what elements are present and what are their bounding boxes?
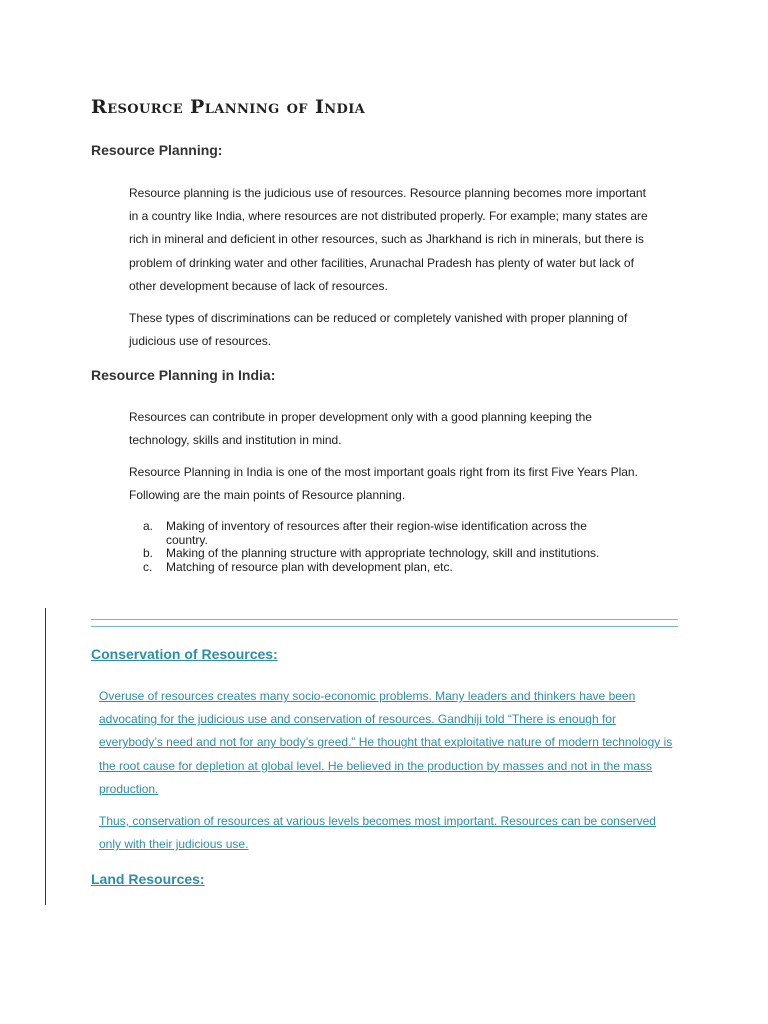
paragraph: Resource planning is the judicious use of resources. Resource planning becomes more important in a country like India, where resources are not distributed properly. For example; many states are rich in mineral and deficient in other resources, such as Jharkhand is rich in minerals, but there is problem of drinking water and other facilities, Arunachal Pradesh has plenty of water but lack of other development because of lack of resources. <box>129 186 648 293</box>
list-item-text: Matching of resource plan with development plan, etc. <box>166 559 453 574</box>
section-heading-conservation[interactable]: Conservation of Resources: <box>91 646 278 662</box>
list-item-text: Making of the planning structure with appropriate technology, skill and institutions. <box>166 546 600 560</box>
list-item <box>143 561 613 575</box>
linked-paragraph[interactable]: Thus, conservation of resources at various levels becomes most important. Resources can be conserved only with their judicious use. <box>99 814 656 852</box>
section-heading-land-resources[interactable]: Land Resources: <box>91 871 205 887</box>
paragraph: Resources can contribute in proper development only with a good planning keeping the technology, skills and institution in mind. <box>129 410 592 448</box>
list-marker: c. <box>143 559 153 574</box>
list-marker: a. <box>143 519 154 533</box>
section-divider-top <box>91 619 678 620</box>
section-heading-resource-planning: Resource Planning: <box>91 142 223 158</box>
resource-planning-points-list <box>143 520 613 574</box>
list-marker: b. <box>143 546 154 560</box>
list-item <box>143 520 613 547</box>
paragraph: Resource Planning in India is one of the most important goals right from its first Five Years Plan. Following are the main points of Resource planning. <box>129 465 638 503</box>
section-divider-bottom <box>91 626 678 627</box>
paragraph: These types of discriminations can be reduced or completely vanished with proper planning of judicious use of resources. <box>129 311 628 349</box>
section-heading-resource-planning-india: Resource Planning in India: <box>91 367 276 383</box>
margin-change-bar <box>45 608 46 905</box>
linked-paragraph[interactable]: Overuse of resources creates many socio-economic problems. Many leaders and thinkers have been advocating for the judicious use and conservation of resources. Gandhiji told “There is enough for everybody’s need and not for any body’s greed.” He thought that exploitative nature of modern technology is the root cause for depletion at global level. He believed in the production by masses and not in the mass production. <box>99 689 673 796</box>
list-item <box>143 547 613 561</box>
document-title: Resource Planning of India <box>91 96 366 118</box>
list-item-text: Making of inventory of resources after their region-wise identification across the country. <box>166 519 587 547</box>
